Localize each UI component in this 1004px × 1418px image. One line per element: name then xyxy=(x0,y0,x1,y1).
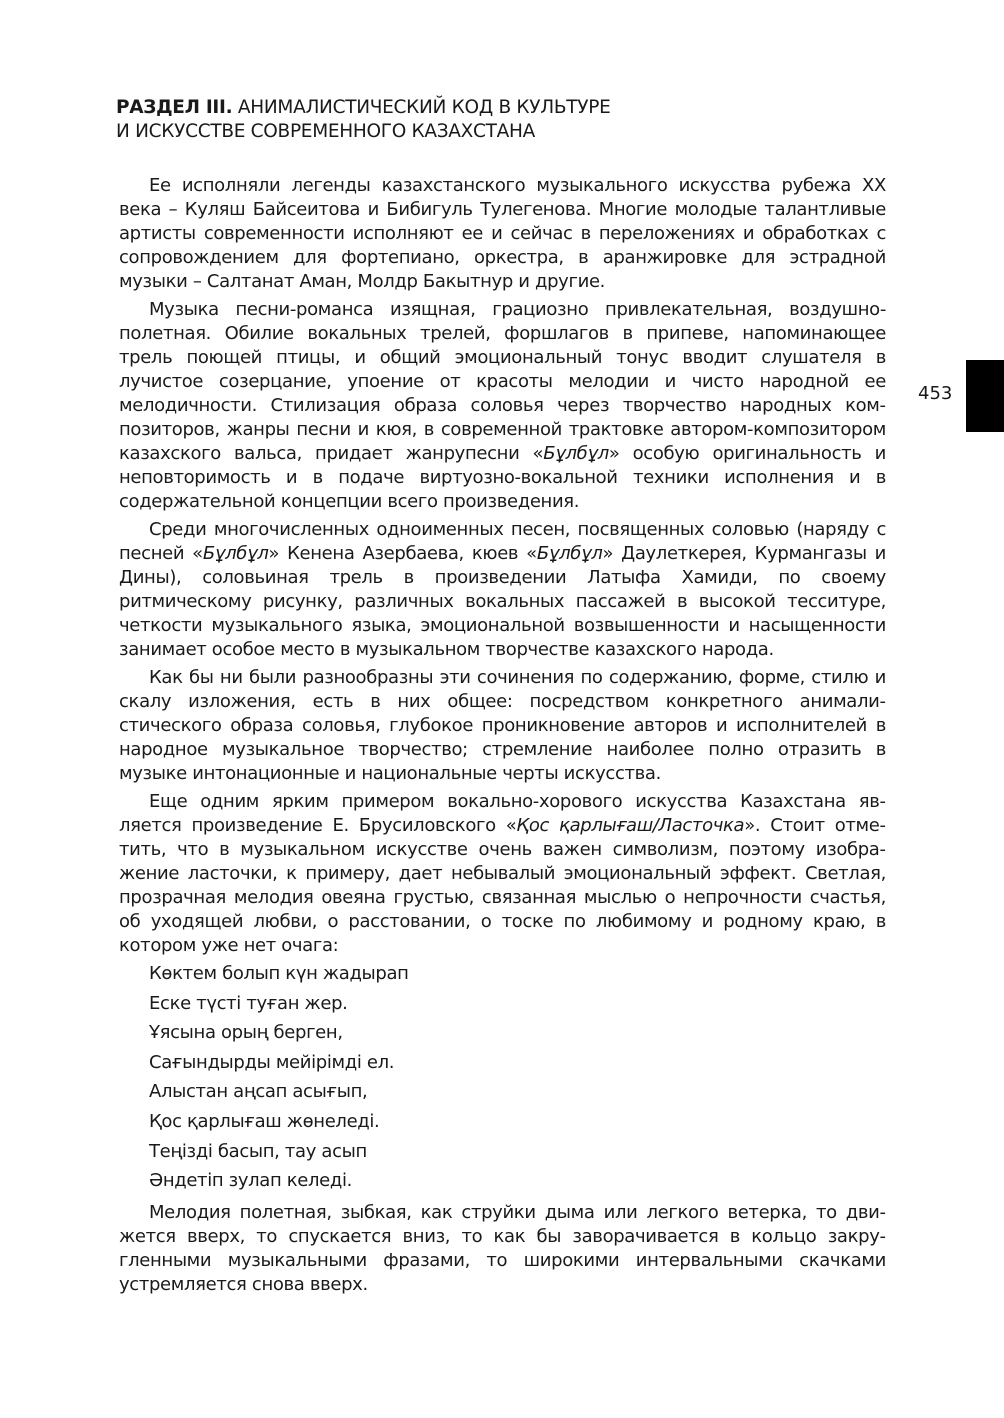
body-text xyxy=(119,174,886,1301)
section-label: РАЗДЕЛ III. xyxy=(116,97,233,118)
verse-line: Теңізді басып, тау асып xyxy=(149,1140,367,1162)
paragraph-2 xyxy=(119,298,886,514)
song-title-kos-karlygash: Қос қарлығаш/Ласточка xyxy=(516,815,745,836)
verse-line: Алыстан аңсап асығып, xyxy=(149,1081,368,1103)
chapter-tab xyxy=(966,360,1004,432)
paragraph-5 xyxy=(119,790,886,958)
verse-line: Қос қарлығаш жөнеледі. xyxy=(149,1110,380,1132)
running-header xyxy=(116,96,816,144)
song-title-bulbul: Бұлбұл xyxy=(543,443,609,464)
paragraph-1: Ее исполняли легенды казахстанского музыкального искусства рубежа XX века – Куляш Байсеитова и Бибигуль Тулегенова. Многие молодые талантливые артисты современности исполняют ее и сейчас в переложениях и обработках с сопровождением для фортепиано, оркестра, в аранжировке для эстрадной музыки – Салтанат Аман, Молдр Бакытнур и другие. xyxy=(119,175,886,292)
paragraph-6: Мелодия полетная, зыбкая, как струйки дыма или легкого ветерка, то движется вверх, то спускается вниз, то как бы заворачивается в кольцо закругленными музыкальными фразами, то широкими интервальными скачками устремляется снова вверх. xyxy=(119,1201,886,1295)
header-line-1 xyxy=(116,96,816,120)
paragraph-3-text-b: » Кенена Азербаева, кюев « xyxy=(268,543,537,564)
paragraph-4: Как бы ни были разнообразны эти сочинения по содержанию, форме, стилю и скалу изложения, есть в них общее: посредством конкретного анималистического образа соловья, глубокое проникновение авторов и исполнителей в народное музыкальное творчество; стремление наиболее полно отразить в музыке интонационные и национальные черты искусства. xyxy=(119,667,886,784)
paragraph-2-text-b: » особую оригинальность и неповторимость и в подаче виртуозно-вокальной техники исполнения и в содержательной концепции всего произведения. xyxy=(119,443,886,512)
header-line-2: И ИСКУССТВЕ СОВРЕМЕННОГО КАЗАХСТАНА xyxy=(116,121,535,142)
song-title-bulbul: Бұлбұл xyxy=(536,543,603,564)
page-number: 453 xyxy=(918,383,953,404)
paragraph-5-text-a: Еще одним ярким примером вокально-хорового искусства Казахстана является произведение Е. Брусиловского « xyxy=(119,791,886,836)
poem-verse xyxy=(119,962,886,1199)
song-title-bulbul: Бұлбұл xyxy=(202,543,269,564)
verse-line: Ұясына орың берген, xyxy=(149,1022,343,1044)
paragraph-3-text-c: » Даулеткерея, Курмангазы и Дины), соловьиная трель в произведении Латыфа Хамиди, по своему ритмическому рисунку, различных вокальных пассажей в высокой тесситуре, четкости музыкального языка, эмоциональной возвышенности и насыщенности занимает особое место в музыкальном творчестве казахского народа. xyxy=(119,543,886,660)
verse-line: Еске түсті туған жер. xyxy=(149,992,348,1014)
paragraph-3 xyxy=(119,518,886,662)
paragraph-5-text-b: ». Стоит отметить, что в музыкальном искусстве очень важен символизм, поэтому изображение ласточки, к примеру, дает небывалый эмоциональный эффект. Светлая, прозрачная мелодия овеяна грустью, связанная мыслью о непрочности счастья, об уходящей любви, о расстовании, о тоске по любимому и родному краю, в котором уже нет очага: xyxy=(119,815,887,956)
verse-line: Әндетіп зулап келеді. xyxy=(149,1170,353,1192)
paragraph-2-text-a: Музыка песни-романса изящная, грациозно привлекательная, воздушно-полетная. Обилие вокальных трелей, форшлагов в припеве, напоминающее трель поющей птицы, и общий эмоциональный тонус вводит слушателя в лучистое созерцание, упоение от красоты мелодии и чисто народной ее мелодичности. Стилизация образа соловья через творчество народных композиторов, жанры песни и кюя, в современной трактовке автором-композитором казахского вальса, придает жанрупесни « xyxy=(119,299,886,464)
header-title-1: АНИМАЛИСТИЧЕСКИЙ КОД В КУЛЬТУРЕ xyxy=(237,97,611,118)
paragraph-3-text-a: Среди многочисленных одноименных песен, посвященных соловью (наряду с песней « xyxy=(119,519,886,564)
verse-line: Сағындырды мейірімді ел. xyxy=(149,1051,395,1073)
verse-line: Көктем болып күн жадырап xyxy=(149,963,409,984)
